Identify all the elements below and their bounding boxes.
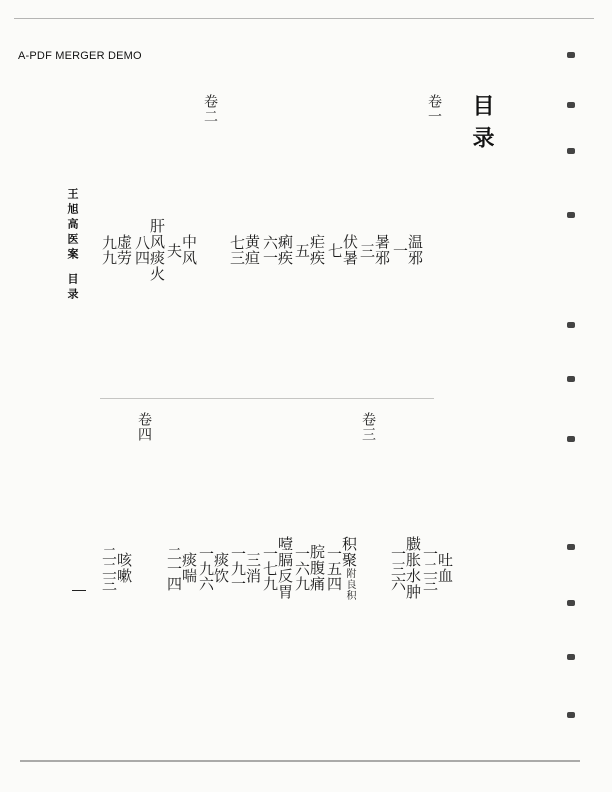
entry-title	[341, 536, 356, 601]
toc-entry	[229, 112, 259, 388]
spine-book-title: 王旭高医案	[66, 188, 79, 263]
entry-page: 二二三	[100, 545, 118, 591]
entry-page: 一二三	[421, 545, 439, 591]
toc-entry	[166, 430, 196, 706]
margin-mark	[567, 322, 575, 328]
entry-title: 肝风痰火	[148, 218, 166, 282]
toc-entry	[166, 112, 196, 388]
entry-note: 附良积	[344, 567, 355, 601]
entry-title: 咳嗽	[115, 552, 133, 584]
page-title: 目录	[469, 94, 495, 158]
entry-title: 脘腹痛	[308, 544, 326, 592]
margin-mark	[567, 600, 575, 606]
entry-title: 痰饮	[212, 552, 230, 584]
entry-title: 暑邪	[373, 234, 391, 266]
margin-mark	[567, 436, 575, 442]
entry-page: 七	[326, 242, 344, 258]
toc-entry	[422, 430, 452, 706]
entry-title: 虚劳	[115, 234, 133, 266]
juan-heading: 卷三	[360, 412, 376, 442]
margin-mark	[567, 52, 575, 58]
toc-entry	[101, 112, 131, 388]
toc-entry	[262, 430, 292, 706]
margin-mark	[567, 212, 575, 218]
entry-page: 五	[293, 242, 311, 258]
margin-mark	[567, 654, 575, 660]
entry-title: 吐血	[436, 552, 454, 584]
juan-heading: 卷二	[202, 94, 218, 124]
margin-mark	[567, 544, 575, 550]
juan-heading: 卷四	[136, 412, 152, 442]
entry-page: 六一	[261, 235, 279, 265]
entry-page: 一五四	[325, 545, 343, 591]
entry-page: 一六九	[293, 545, 311, 591]
entry-title: 疟疾	[308, 234, 326, 266]
toc-entry	[326, 430, 356, 706]
entry-page: 七三	[228, 235, 246, 265]
spine-section: 目录	[66, 273, 79, 303]
entry-title: 痢疾	[276, 234, 294, 266]
margin-mark	[567, 376, 575, 382]
toc-entry	[294, 430, 324, 706]
toc-entry	[392, 112, 422, 388]
entry-title-main: 积聚	[340, 535, 358, 568]
entry-page: 二一四	[165, 545, 183, 591]
entry-title: 温邪	[406, 234, 424, 266]
margin-dash	[72, 590, 86, 591]
entry-title: 噎膈反胃	[276, 536, 294, 600]
entry-title: 中风	[180, 234, 198, 266]
juan-heading: 卷一	[426, 94, 442, 124]
entry-page: 一九一	[229, 545, 247, 591]
entry-title: 三消	[244, 552, 262, 584]
toc-entry	[230, 430, 260, 706]
scan-edge-top	[14, 18, 594, 19]
entry-page: 三	[358, 242, 376, 258]
entry-page: 九九	[100, 235, 118, 265]
toc-entry	[262, 112, 292, 388]
entry-title: 伏暑	[341, 234, 359, 266]
spine-label	[66, 188, 80, 303]
toc-entry	[134, 112, 164, 388]
entry-title: 痰喘	[180, 552, 198, 584]
margin-mark	[567, 712, 575, 718]
toc-entry	[198, 430, 228, 706]
toc-entry	[294, 112, 324, 388]
entry-page: 一	[391, 242, 409, 258]
toc-entry	[359, 112, 389, 388]
entry-page: 八四	[133, 235, 151, 265]
section-divider	[100, 398, 434, 399]
entry-page: 一三六	[389, 545, 407, 591]
scan-edge-bottom	[20, 760, 580, 762]
margin-mark	[567, 148, 575, 154]
entry-title: 臌胀水肿	[404, 536, 422, 600]
toc-entry	[327, 112, 357, 388]
toc-entry	[101, 430, 131, 706]
entry-page: 夫	[165, 242, 183, 258]
toc-entry	[390, 430, 420, 706]
entry-page: 一九六	[197, 545, 215, 591]
entry-title: 黄疸	[243, 234, 261, 266]
watermark: A-PDF MERGER DEMO	[18, 50, 142, 62]
entry-page: 一七九	[261, 545, 279, 591]
margin-mark	[567, 102, 575, 108]
